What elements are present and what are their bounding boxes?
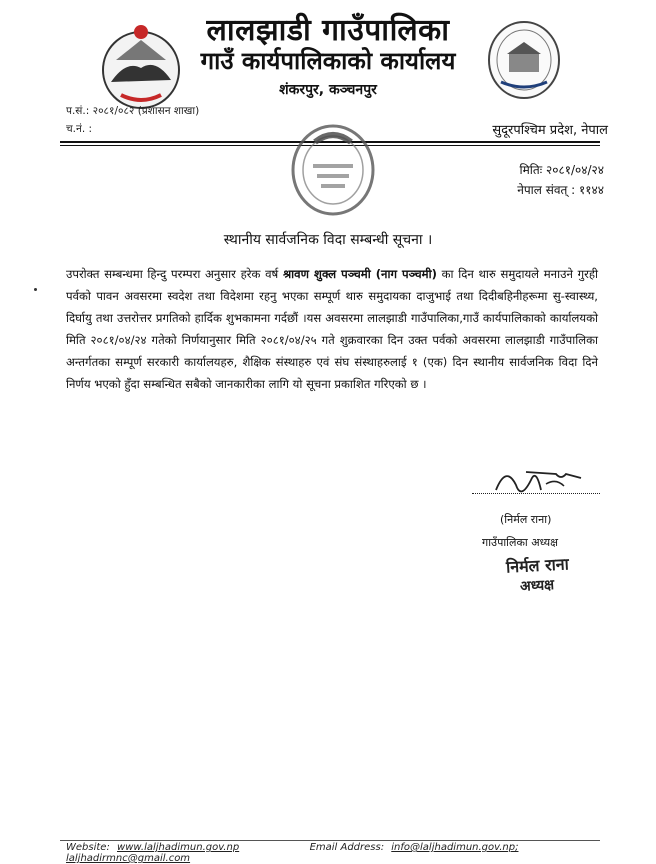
signature-line [472, 493, 600, 494]
email-link-secondary[interactable]: laljhadirmnc@gmail.com [66, 853, 191, 864]
notice-body-part1: उपरोक्त सम्बन्धमा हिन्दु परम्परा अनुसार हरेक वर्ष [66, 267, 283, 281]
province-label: सुदूरपश्चिम प्रदेश, नेपाल [492, 123, 608, 138]
title-stamp: अध्यक्ष [519, 577, 555, 595]
footer-divider [60, 840, 600, 841]
signatory-designation: गाउँपालिका अध्यक्ष [482, 536, 559, 549]
dispatch-number: च.नं. : [66, 123, 93, 135]
notice-subject: स्थानीय सार्वजनिक विदा सम्बन्धी सूचना । [223, 232, 433, 248]
signatory-name: (निर्मल राना) [500, 513, 552, 526]
municipality-seal-logo [487, 20, 561, 100]
office-stamp-icon [285, 118, 381, 218]
reference-number: प.सं.: २०८१/०८२ (प्रशासन शाखा) [66, 105, 200, 117]
office-subtitle: गाउँ कार्यपालिकाको कार्यालय [200, 47, 456, 75]
notice-body-highlight: श्रावण शुक्ल पञ्चमी (नाग पञ्चमी) [282, 267, 437, 281]
nepal-samvat: नेपाल संवत् : ११४४ [517, 183, 604, 197]
email-label: Email Address: [309, 842, 385, 853]
notice-body-part2: का दिन थारु समुदायले मनाउने गुरही पर्वको पावन अवसरमा स्वदेश तथा विदेशमा रहनु भएका सम्पूर्ण थारु समुदायका दाजुभाई तथा दिदीबहिनीहरूमा सु-स्वास्थ्य, दिर्घायु तथा उत्तरोत्तर प्रगतिको हार्दिक शुभकामना गर्दछौं ।यस अवसरमा लालझाडी गाउँपालिका,गाउँ कार्यपालिकाको कार्यालयको मिति २०८१/०४/२४ गतेको निर्णयानुसार मिति २०८१/०४/२५ गते शुक्रवारका दिन उक्त पर्वको अवसरमा लालझाडी गाउँपालिका अन्तर्गतका सम्पूर्ण सरकारी कार्यालयहरु, शैक्षिक संस्थाहरु एवं संघ संस्थाहरुलाई १ (एक) दिन स्थानीय सार्वजनिक विदा दिने निर्णय भएको हुँदा सम्बन्धित सबैको जानकारीका लागि यो सूचना प्रकाशित गरिएको छ । [66, 267, 599, 391]
footer [66, 842, 606, 864]
signature-icon [486, 460, 596, 506]
notice-body [66, 263, 598, 395]
scan-dot [34, 288, 37, 291]
letter-date: मितिः २०८१/०४/२४ [519, 163, 604, 177]
office-title: लालझाडी गाउँपालिका [206, 13, 450, 48]
office-location: शंकरपुर, कञ्चनपुर [279, 82, 377, 98]
name-stamp: निर्मल राना [505, 554, 570, 577]
website-label: Website: [66, 842, 110, 853]
email-link[interactable]: info@laljhadimun.gov.np; [391, 842, 519, 853]
website-link[interactable]: www.laljhadimun.gov.np [117, 842, 240, 853]
